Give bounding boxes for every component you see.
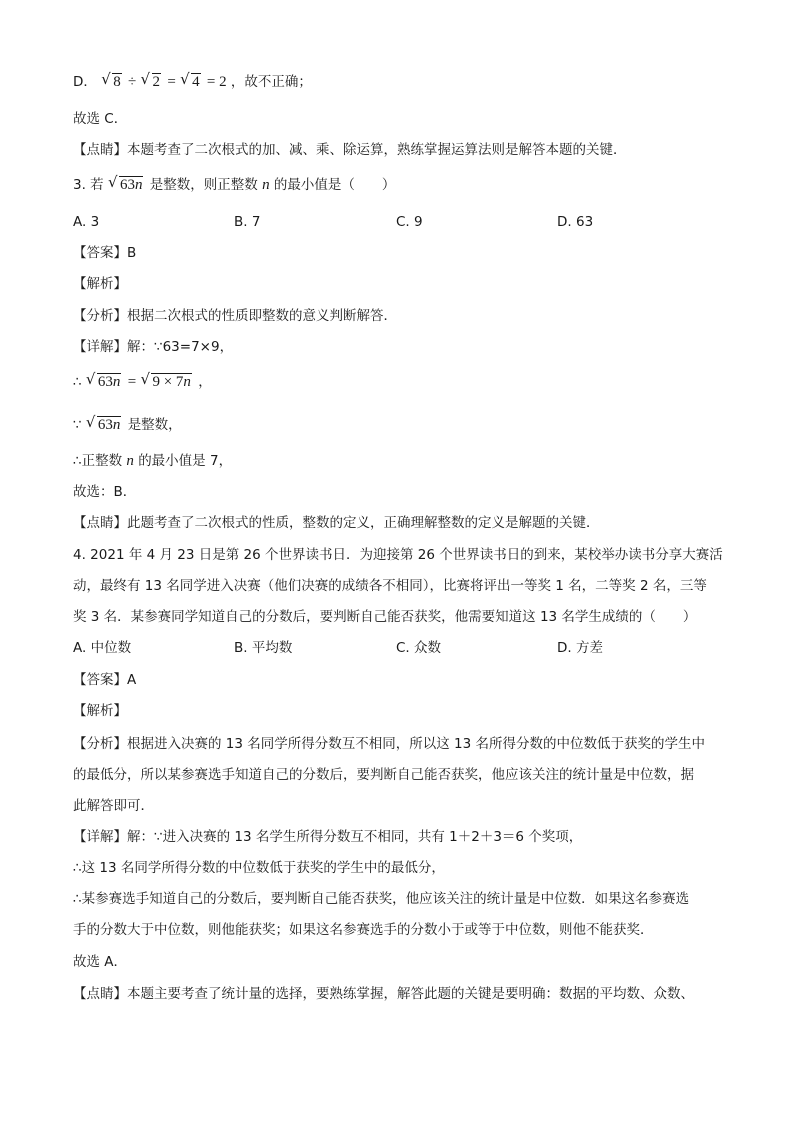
option-b: B. 7 — [234, 214, 261, 230]
answer-line: 【答案】A — [73, 672, 137, 688]
comment-line: 【点睛】本题考查了二次根式的加、减、乘、除运算，熟练掌握运算法则是解答本题的关键． — [73, 142, 627, 158]
sqrt-expression: √ 63n — [107, 173, 143, 193]
option-d-line — [73, 72, 312, 92]
sqrt-expression: √ 8 — [101, 70, 121, 90]
choice-line: 故选 A． — [73, 954, 128, 970]
option-d: D. 63 — [557, 214, 594, 230]
equals-sign: = — [167, 74, 176, 90]
sqrt-expression: √ 4 — [180, 70, 200, 90]
solution-step: 手的分数大于中位数，则他能获奖；如果这名参赛选手的分数小于或等于中位数，则他不能获奖． — [73, 922, 654, 938]
option-d: D. 方差 — [557, 640, 603, 656]
option-b: B. 平均数 — [234, 640, 293, 656]
divide-sign: ÷ — [128, 74, 137, 90]
analysis-title: 【解析】 — [73, 703, 127, 719]
question-4-stem: 4. 2021 年 4 月 23 日是第 26 个世界读书日．为迎接第 26 个世界读书日的到来，某校举办读书分享大赛活 — [73, 547, 723, 563]
question-4-options — [0, 638, 794, 658]
solution-step: ∴这 13 名同学所得分数的中位数低于获奖的学生中的最低分， — [73, 860, 445, 876]
question-4-stem: 动，最终有 13 名同学进入决赛（他们决赛的成绩各不相同），比赛将评出一等奖 1 名，二等奖 2 名，三等 — [73, 578, 707, 594]
question-3-options — [0, 212, 794, 232]
answer-line: 【答案】B — [73, 245, 137, 261]
option-d-label: D． — [73, 74, 97, 90]
question-3-stem: 3. 若 √ 63n 是整数，则正整数 n 的最小值是（ ） — [73, 173, 396, 193]
comment-line: 【点睛】本题主要考查了统计量的选择，要熟练掌握，解答此题的关键是要明确：数据的平均数、众数、 — [73, 986, 694, 1002]
solution-step: ∴ √ 63n = √ 9 × 7n ， — [73, 370, 212, 390]
analysis-line: 【分析】根据进入决赛的 13 名同学所得分数互不相同，所以这 13 名所得分数的中位数低于获奖的学生中 — [73, 736, 706, 752]
option-c: C. 众数 — [396, 640, 442, 656]
choice-line: 故选 C． — [73, 111, 128, 127]
analysis-title: 【解析】 — [73, 276, 127, 292]
solution-line: 【详解】解：∵进入决赛的 13 名学生所得分数互不相同，共有 1＋2＋3＝6 个奖项， — [73, 829, 583, 845]
result-value: = 2 — [206, 74, 227, 90]
question-4-stem: 奖 3 名．某参赛同学知道自己的分数后，要判断自己能否获奖，他需要知道这 13 名学生成绩的（ ） — [73, 609, 697, 625]
comment-line: 【点睛】此题考查了二次根式的性质，整数的定义，正确理解整数的定义是解题的关键． — [73, 515, 600, 531]
option-a: A. 中位数 — [73, 640, 132, 656]
solution-line: 【详解】解：∵63=7×9， — [73, 339, 234, 355]
option-c: C. 9 — [396, 214, 423, 230]
sqrt-expression: √ 63n — [85, 370, 121, 390]
option-d-verdict: ，故不正确； — [230, 74, 312, 90]
choice-line: 故选：B． — [73, 484, 137, 500]
analysis-line: 此解答即可． — [73, 798, 154, 814]
analysis-line: 【分析】根据二次根式的性质即整数的意义判断解答． — [73, 308, 397, 324]
solution-step: ∵ √ 63n 是整数， — [73, 413, 182, 433]
solution-step: ∴某参赛选手知道自己的分数后，要判断自己能否获奖，他应该关注的统计量是中位数．如果这名参赛选 — [73, 891, 690, 907]
sqrt-expression: √ 9 × 7n — [140, 370, 191, 390]
analysis-line: 的最低分，所以某参赛选手知道自己的分数后，要判断自己能否获奖，他应该关注的统计量是中位数，据 — [73, 767, 694, 783]
sqrt-expression: √ 63n — [85, 413, 121, 433]
option-a: A. 3 — [73, 214, 100, 230]
solution-step: ∴正整数 n 的最小值是 7， — [73, 453, 233, 469]
sqrt-expression: √ 2 — [140, 70, 161, 90]
